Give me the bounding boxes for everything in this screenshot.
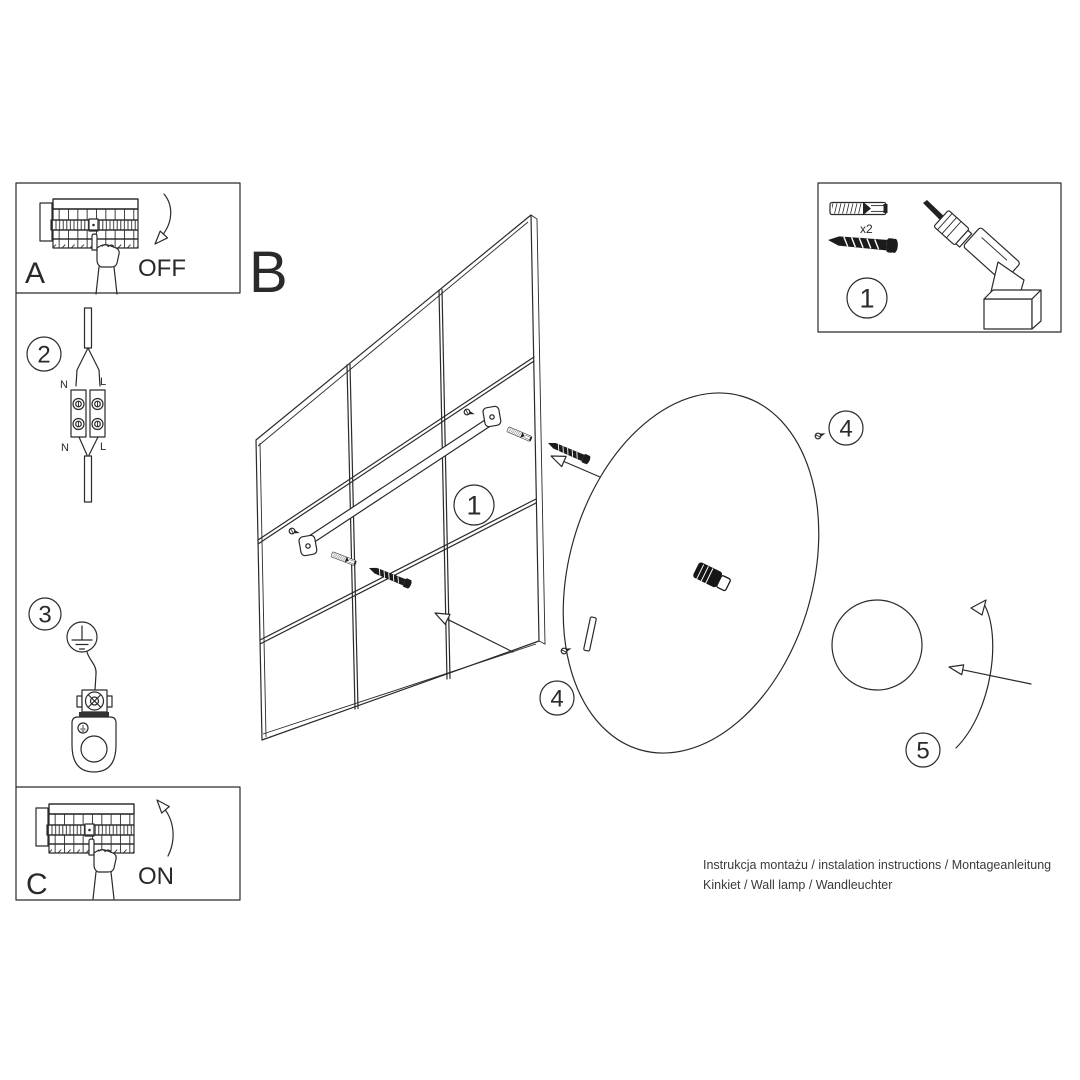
- step-5-number: 5: [916, 737, 930, 765]
- off-label: OFF: [138, 255, 186, 282]
- mounting-bracket: [72, 712, 116, 772]
- panel-c-label: C: [26, 868, 48, 901]
- parts-box: [818, 183, 1061, 332]
- footer-line-1: Instrukcja montażu / instalation instructions / Montageanleitung: [703, 858, 1052, 872]
- bar-end-bracket-right: [482, 406, 501, 427]
- on-label: ON: [138, 863, 174, 890]
- step-2-number: 2: [37, 341, 51, 369]
- step-2-wiring: [27, 308, 106, 502]
- step-3-number: 3: [38, 601, 52, 629]
- neutral-label-bottom: N: [61, 442, 69, 454]
- step-4-number-bottom: 4: [550, 685, 564, 713]
- step-1-number: 1: [466, 490, 482, 521]
- panel-a: [16, 183, 240, 294]
- ground-terminal: [77, 690, 112, 712]
- lamp-cover: [832, 600, 922, 690]
- bar-end-bracket-left: [298, 535, 317, 556]
- live-label-top: L: [100, 376, 107, 388]
- neutral-label-top: N: [60, 379, 68, 391]
- lamp-disc: [523, 363, 863, 784]
- anchor-quantity-label: x2: [860, 222, 873, 236]
- ground-symbol-icon: [67, 622, 97, 652]
- panel-c: [16, 787, 240, 901]
- panel-a-label: A: [25, 257, 46, 290]
- live-label-bottom: L: [100, 441, 107, 453]
- step-3-grounding: [29, 598, 116, 772]
- step-4-number-top: 4: [839, 415, 853, 443]
- step-5-cover: [832, 600, 1031, 767]
- parts-step-number: 1: [859, 283, 875, 314]
- footer-line-2: Kinkiet / Wall lamp / Wandleuchter: [703, 878, 893, 892]
- footer-text: [703, 858, 1051, 892]
- panel-b-label: B: [249, 240, 288, 305]
